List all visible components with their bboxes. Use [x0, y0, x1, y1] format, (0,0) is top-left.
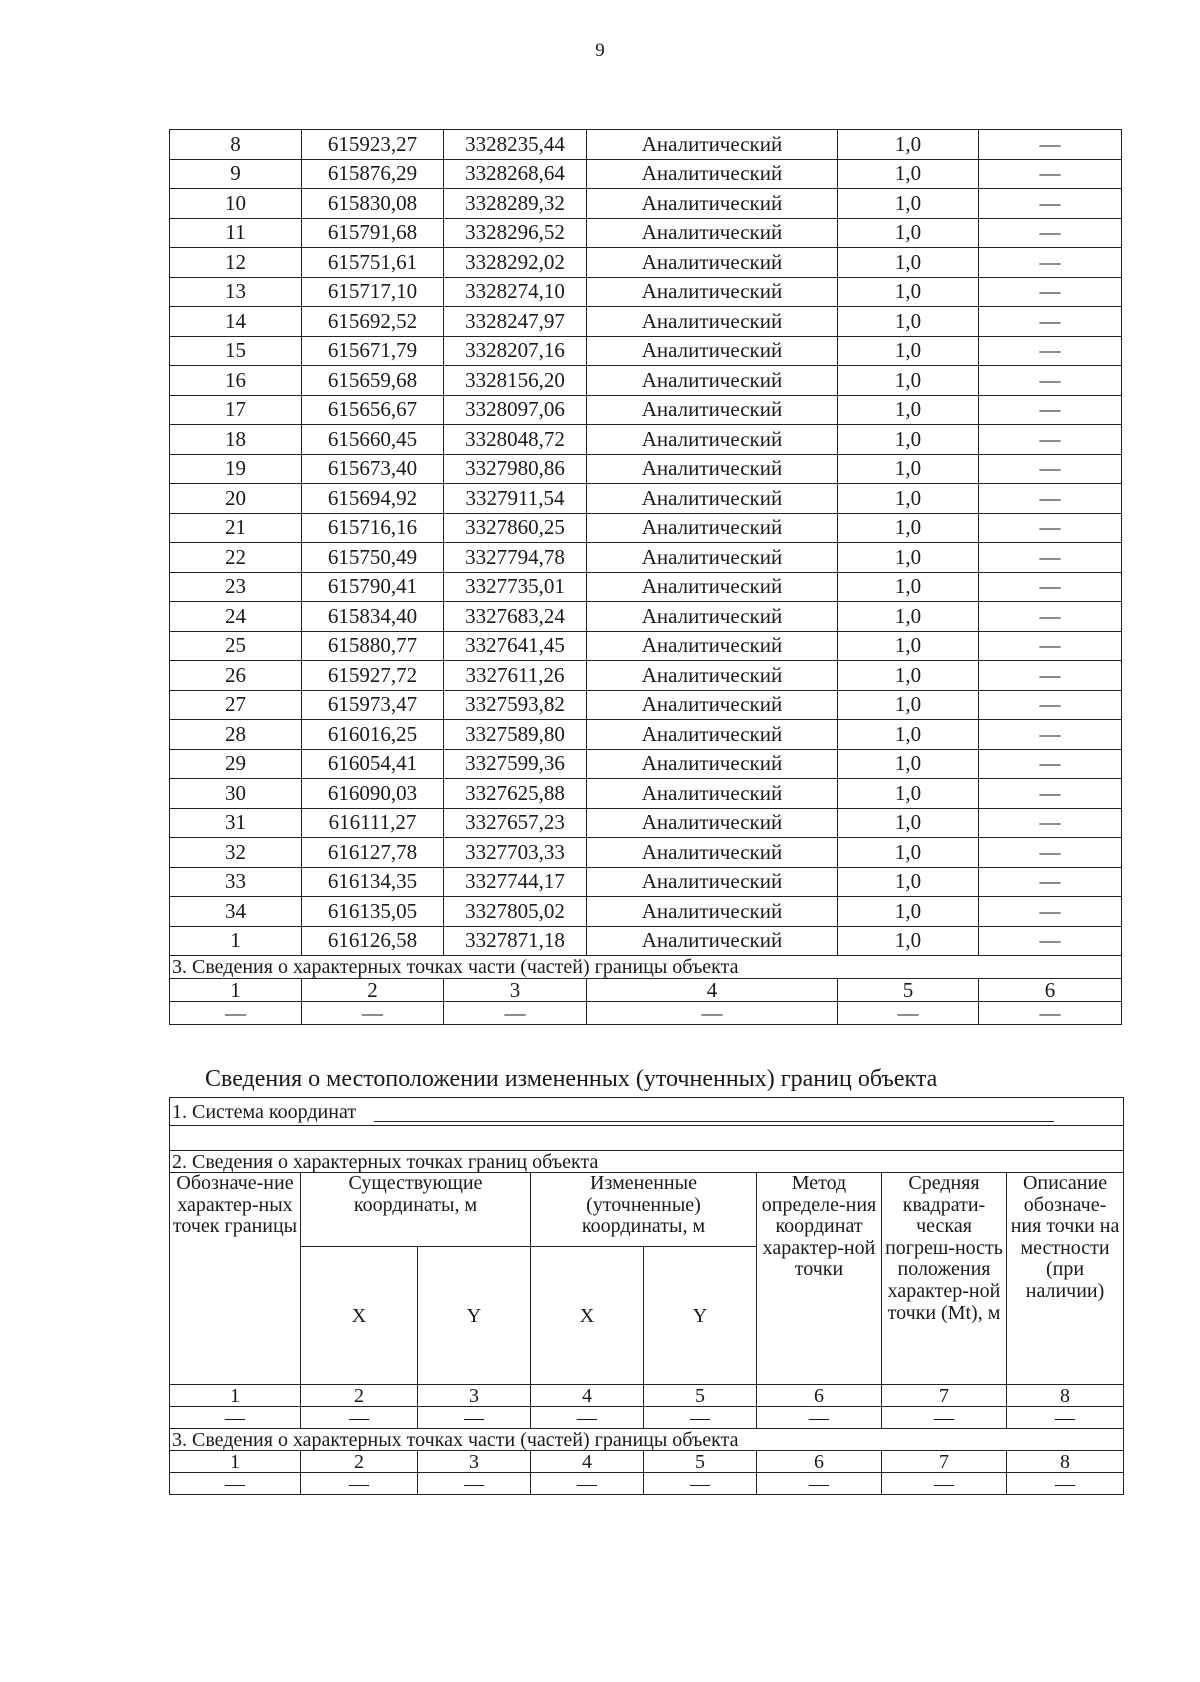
- dash-cell: —: [302, 1002, 444, 1025]
- description-cell: —: [979, 218, 1122, 248]
- point-number-cell: 20: [170, 484, 302, 514]
- header-accuracy: Средняя квадрати-ческая погреш-ность положения характер-ной точки (Mt), м: [882, 1173, 1007, 1385]
- accuracy-cell: 1,0: [838, 543, 979, 573]
- column-number-cell: 3: [444, 979, 587, 1002]
- description-cell: —: [979, 808, 1122, 838]
- point-number-cell: 34: [170, 897, 302, 927]
- parts-column-number-cell: 4: [531, 1451, 644, 1473]
- description-cell: —: [979, 779, 1122, 809]
- x-coord-cell: 615923,27: [302, 130, 444, 160]
- point-number-cell: 18: [170, 425, 302, 455]
- y-coord-cell: 3328097,06: [444, 395, 587, 425]
- y-coord-cell: 3328292,02: [444, 248, 587, 278]
- x-coord-cell: 615927,72: [302, 661, 444, 691]
- coord-system-row: [170, 1098, 1124, 1126]
- accuracy-cell: 1,0: [838, 749, 979, 779]
- parts-column-number-cell: 3: [418, 1451, 531, 1473]
- point-number-cell: 17: [170, 395, 302, 425]
- dash-cell: —: [444, 1002, 587, 1025]
- x-coord-cell: 616134,35: [302, 867, 444, 897]
- y-coord-cell: 3327911,54: [444, 484, 587, 514]
- description-cell: —: [979, 189, 1122, 219]
- y-coord-cell: 3327980,86: [444, 454, 587, 484]
- y-coord-cell: 3327641,45: [444, 631, 587, 661]
- table-row: [170, 454, 1122, 484]
- x-coord-cell: 615751,61: [302, 248, 444, 278]
- point-number-cell: 1: [170, 926, 302, 956]
- method-cell: Аналитический: [587, 720, 838, 750]
- column-number-cell: 4: [531, 1385, 644, 1407]
- y-coord-cell: 3327611,26: [444, 661, 587, 691]
- header-description: Описание обозначе-ния точки на местности (при наличии): [1007, 1173, 1124, 1385]
- description-cell: —: [979, 720, 1122, 750]
- parts-section-title: 3. Сведения о характерных точках части (частей) границы объекта: [170, 1429, 1124, 1451]
- dash-cell: —: [170, 1002, 302, 1025]
- header-existing-coords: Существующие координаты, м: [301, 1173, 531, 1247]
- method-cell: Аналитический: [587, 336, 838, 366]
- method-cell: Аналитический: [587, 366, 838, 396]
- y-coord-cell: 3327683,24: [444, 602, 587, 632]
- method-cell: Аналитический: [587, 779, 838, 809]
- table-row: [170, 484, 1122, 514]
- column-number-cell: 5: [644, 1385, 757, 1407]
- parts-column-number-cell: 1: [170, 1451, 301, 1473]
- point-number-cell: 21: [170, 513, 302, 543]
- accuracy-cell: 1,0: [838, 395, 979, 425]
- point-number-cell: 25: [170, 631, 302, 661]
- y-coord-cell: 3328048,72: [444, 425, 587, 455]
- table-row: [170, 277, 1122, 307]
- parts-column-number-cell: 6: [757, 1451, 882, 1473]
- accuracy-cell: 1,0: [838, 366, 979, 396]
- header-existing-y: Y: [418, 1247, 531, 1385]
- accuracy-cell: 1,0: [838, 307, 979, 337]
- points-section-title: 2. Сведения о характерных точках границ объекта: [170, 1151, 1124, 1173]
- point-number-cell: 24: [170, 602, 302, 632]
- accuracy-cell: 1,0: [838, 838, 979, 868]
- x-coord-cell: 616054,41: [302, 749, 444, 779]
- accuracy-cell: 1,0: [838, 189, 979, 219]
- point-number-cell: 31: [170, 808, 302, 838]
- point-number-cell: 32: [170, 838, 302, 868]
- x-coord-cell: 615791,68: [302, 218, 444, 248]
- description-cell: —: [979, 690, 1122, 720]
- table-row: [170, 513, 1122, 543]
- description-cell: —: [979, 543, 1122, 573]
- blank-row: [170, 1126, 1124, 1151]
- parts-dash-cell: —: [418, 1473, 531, 1495]
- x-coord-cell: 615834,40: [302, 602, 444, 632]
- description-cell: —: [979, 838, 1122, 868]
- header-designation: Обозначе-ние характер-ных точек границы: [170, 1173, 301, 1385]
- parts-dash-cell: —: [757, 1473, 882, 1495]
- y-coord-cell: 3327703,33: [444, 838, 587, 868]
- table-row: [170, 130, 1122, 160]
- table-row: [170, 248, 1122, 278]
- accuracy-cell: 1,0: [838, 808, 979, 838]
- y-coord-cell: 3328156,20: [444, 366, 587, 396]
- point-number-cell: 19: [170, 454, 302, 484]
- dash-cell: —: [170, 1407, 301, 1429]
- description-cell: —: [979, 336, 1122, 366]
- method-cell: Аналитический: [587, 277, 838, 307]
- point-number-cell: 16: [170, 366, 302, 396]
- dash-cell: —: [979, 1002, 1122, 1025]
- method-cell: Аналитический: [587, 602, 838, 632]
- parts-column-number-cell: 2: [301, 1451, 418, 1473]
- column-number-row: [170, 1385, 1124, 1407]
- description-cell: —: [979, 631, 1122, 661]
- accuracy-cell: 1,0: [838, 159, 979, 189]
- accuracy-cell: 1,0: [838, 218, 979, 248]
- description-cell: —: [979, 661, 1122, 691]
- accuracy-cell: 1,0: [838, 926, 979, 956]
- parts-column-number-cell: 8: [1007, 1451, 1124, 1473]
- method-cell: Аналитический: [587, 897, 838, 927]
- accuracy-cell: 1,0: [838, 602, 979, 632]
- point-number-cell: 22: [170, 543, 302, 573]
- point-number-cell: 23: [170, 572, 302, 602]
- x-coord-cell: 615830,08: [302, 189, 444, 219]
- method-cell: Аналитический: [587, 425, 838, 455]
- point-number-cell: 29: [170, 749, 302, 779]
- y-coord-cell: 3327871,18: [444, 926, 587, 956]
- description-cell: —: [979, 572, 1122, 602]
- parts-dash-cell: —: [644, 1473, 757, 1495]
- point-number-cell: 26: [170, 661, 302, 691]
- header-method: Метод определе-ния координат характер-ной точки: [757, 1173, 882, 1385]
- description-cell: —: [979, 513, 1122, 543]
- method-cell: Аналитический: [587, 749, 838, 779]
- x-coord-cell: 615692,52: [302, 307, 444, 337]
- point-number-cell: 11: [170, 218, 302, 248]
- method-cell: Аналитический: [587, 661, 838, 691]
- table-row: [170, 779, 1122, 809]
- accuracy-cell: 1,0: [838, 690, 979, 720]
- parts-column-number-cell: 5: [644, 1451, 757, 1473]
- parts-section-title: 3. Сведения о характерных точках части (частей) границы объекта: [170, 956, 1122, 979]
- table-row: [170, 926, 1122, 956]
- point-number-cell: 28: [170, 720, 302, 750]
- dash-row: [170, 1407, 1124, 1429]
- method-cell: Аналитический: [587, 513, 838, 543]
- description-cell: —: [979, 897, 1122, 927]
- dash-cell: —: [644, 1407, 757, 1429]
- table-row: [170, 218, 1122, 248]
- column-number-cell: 1: [170, 1385, 301, 1407]
- point-number-cell: 12: [170, 248, 302, 278]
- dash-cell: —: [587, 1002, 838, 1025]
- method-cell: Аналитический: [587, 543, 838, 573]
- y-coord-cell: 3327860,25: [444, 513, 587, 543]
- changed-boundaries-table: [169, 1097, 1124, 1495]
- dash-cell: —: [838, 1002, 979, 1025]
- y-coord-cell: 3328289,32: [444, 189, 587, 219]
- boundary-points-table: [169, 129, 1122, 1025]
- table-row: [170, 425, 1122, 455]
- y-coord-cell: 3328274,10: [444, 277, 587, 307]
- y-coord-cell: 3327805,02: [444, 897, 587, 927]
- column-number-cell: 2: [302, 979, 444, 1002]
- x-coord-cell: 615659,68: [302, 366, 444, 396]
- parts-dash-cell: —: [170, 1473, 301, 1495]
- parts-section-row: [170, 956, 1122, 979]
- accuracy-cell: 1,0: [838, 425, 979, 455]
- x-coord-cell: 615876,29: [302, 159, 444, 189]
- parts-column-number-row: [170, 1451, 1124, 1473]
- accuracy-cell: 1,0: [838, 454, 979, 484]
- column-number-cell: 1: [170, 979, 302, 1002]
- y-coord-cell: 3327593,82: [444, 690, 587, 720]
- accuracy-cell: 1,0: [838, 897, 979, 927]
- point-number-cell: 27: [170, 690, 302, 720]
- header-changed-coords: Измененные (уточненные) координаты, м: [531, 1173, 757, 1247]
- description-cell: —: [979, 454, 1122, 484]
- table-row: [170, 631, 1122, 661]
- description-cell: —: [979, 248, 1122, 278]
- method-cell: Аналитический: [587, 808, 838, 838]
- point-number-cell: 10: [170, 189, 302, 219]
- empty-values-row: [170, 1002, 1122, 1025]
- point-number-cell: 8: [170, 130, 302, 160]
- column-number-cell: 6: [757, 1385, 882, 1407]
- table-row: [170, 366, 1122, 396]
- y-coord-cell: 3327657,23: [444, 808, 587, 838]
- x-coord-cell: 615660,45: [302, 425, 444, 455]
- table-row: [170, 159, 1122, 189]
- x-coord-cell: 615656,67: [302, 395, 444, 425]
- x-coord-cell: 616126,58: [302, 926, 444, 956]
- description-cell: —: [979, 867, 1122, 897]
- point-number-cell: 14: [170, 307, 302, 337]
- accuracy-cell: 1,0: [838, 336, 979, 366]
- table-row: [170, 808, 1122, 838]
- method-cell: Аналитический: [587, 248, 838, 278]
- x-coord-cell: 616135,05: [302, 897, 444, 927]
- parts-dash-row: [170, 1473, 1124, 1495]
- method-cell: Аналитический: [587, 395, 838, 425]
- y-coord-cell: 3327625,88: [444, 779, 587, 809]
- y-coord-cell: 3327794,78: [444, 543, 587, 573]
- table-row: [170, 572, 1122, 602]
- table-row: [170, 897, 1122, 927]
- x-coord-cell: 615694,92: [302, 484, 444, 514]
- method-cell: Аналитический: [587, 218, 838, 248]
- method-cell: Аналитический: [587, 867, 838, 897]
- accuracy-cell: 1,0: [838, 513, 979, 543]
- y-coord-cell: 3327599,36: [444, 749, 587, 779]
- x-coord-cell: 615973,47: [302, 690, 444, 720]
- x-coord-cell: 616016,25: [302, 720, 444, 750]
- x-coord-cell: 616090,03: [302, 779, 444, 809]
- x-coord-cell: 616111,27: [302, 808, 444, 838]
- dash-cell: —: [418, 1407, 531, 1429]
- column-number-cell: 2: [301, 1385, 418, 1407]
- x-coord-cell: 615716,16: [302, 513, 444, 543]
- accuracy-cell: 1,0: [838, 248, 979, 278]
- column-number-cell: 5: [838, 979, 979, 1002]
- method-cell: Аналитический: [587, 690, 838, 720]
- section-title: Сведения о местоположении измененных (уточненных) границ объекта: [205, 1066, 938, 1092]
- description-cell: —: [979, 484, 1122, 514]
- column-number-cell: 7: [882, 1385, 1007, 1407]
- x-coord-cell: 615671,79: [302, 336, 444, 366]
- point-number-cell: 15: [170, 336, 302, 366]
- method-cell: Аналитический: [587, 484, 838, 514]
- method-cell: Аналитический: [587, 307, 838, 337]
- description-cell: —: [979, 425, 1122, 455]
- y-coord-cell: 3328207,16: [444, 336, 587, 366]
- dash-cell: —: [531, 1407, 644, 1429]
- description-cell: —: [979, 366, 1122, 396]
- method-cell: Аналитический: [587, 454, 838, 484]
- parts-dash-cell: —: [301, 1473, 418, 1495]
- point-number-cell: 33: [170, 867, 302, 897]
- header-changed-y: Y: [644, 1247, 757, 1385]
- y-coord-cell: 3328296,52: [444, 218, 587, 248]
- x-coord-cell: 616127,78: [302, 838, 444, 868]
- column-number-cell: 3: [418, 1385, 531, 1407]
- dash-cell: —: [1007, 1407, 1124, 1429]
- table-row: [170, 749, 1122, 779]
- method-cell: Аналитический: [587, 838, 838, 868]
- accuracy-cell: 1,0: [838, 779, 979, 809]
- description-cell: —: [979, 395, 1122, 425]
- description-cell: —: [979, 926, 1122, 956]
- accuracy-cell: 1,0: [838, 867, 979, 897]
- accuracy-cell: 1,0: [838, 277, 979, 307]
- table-row: [170, 395, 1122, 425]
- x-coord-cell: 615750,49: [302, 543, 444, 573]
- method-cell: Аналитический: [587, 926, 838, 956]
- accuracy-cell: 1,0: [838, 484, 979, 514]
- column-number-cell: 8: [1007, 1385, 1124, 1407]
- dash-cell: —: [757, 1407, 882, 1429]
- column-numbers-row: [170, 979, 1122, 1002]
- y-coord-cell: 3328268,64: [444, 159, 587, 189]
- header-existing-x: X: [301, 1247, 418, 1385]
- x-coord-cell: 615717,10: [302, 277, 444, 307]
- coord-system-label: 1. Система координат: [172, 1100, 357, 1123]
- column-number-cell: 4: [587, 979, 838, 1002]
- table-row: [170, 690, 1122, 720]
- description-cell: —: [979, 307, 1122, 337]
- accuracy-cell: 1,0: [838, 661, 979, 691]
- y-coord-cell: 3328247,97: [444, 307, 587, 337]
- table-row: [170, 336, 1122, 366]
- x-coord-cell: 615880,77: [302, 631, 444, 661]
- description-cell: —: [979, 749, 1122, 779]
- table-row: [170, 838, 1122, 868]
- y-coord-cell: 3328235,44: [444, 130, 587, 160]
- y-coord-cell: 3327589,80: [444, 720, 587, 750]
- table-row: [170, 307, 1122, 337]
- dash-cell: —: [882, 1407, 1007, 1429]
- dash-cell: —: [301, 1407, 418, 1429]
- x-coord-cell: 615673,40: [302, 454, 444, 484]
- description-cell: —: [979, 159, 1122, 189]
- accuracy-cell: 1,0: [838, 720, 979, 750]
- coord-system-blank: [374, 1107, 1054, 1122]
- parts-dash-cell: —: [882, 1473, 1007, 1495]
- description-cell: —: [979, 130, 1122, 160]
- table-row: [170, 661, 1122, 691]
- table-row: [170, 189, 1122, 219]
- table-row: [170, 602, 1122, 632]
- point-number-cell: 9: [170, 159, 302, 189]
- accuracy-cell: 1,0: [838, 572, 979, 602]
- method-cell: Аналитический: [587, 189, 838, 219]
- description-cell: —: [979, 277, 1122, 307]
- description-cell: —: [979, 602, 1122, 632]
- x-coord-cell: 615790,41: [302, 572, 444, 602]
- accuracy-cell: 1,0: [838, 631, 979, 661]
- table-row: [170, 867, 1122, 897]
- method-cell: Аналитический: [587, 631, 838, 661]
- column-number-cell: 6: [979, 979, 1122, 1002]
- point-number-cell: 13: [170, 277, 302, 307]
- parts-dash-cell: —: [1007, 1473, 1124, 1495]
- method-cell: Аналитический: [587, 572, 838, 602]
- y-coord-cell: 3327735,01: [444, 572, 587, 602]
- table-row: [170, 543, 1122, 573]
- method-cell: Аналитический: [587, 130, 838, 160]
- accuracy-cell: 1,0: [838, 130, 979, 160]
- parts-column-number-cell: 7: [882, 1451, 1007, 1473]
- parts-dash-cell: —: [531, 1473, 644, 1495]
- page-number: 9: [595, 40, 605, 61]
- header-changed-x: X: [531, 1247, 644, 1385]
- table-row: [170, 720, 1122, 750]
- point-number-cell: 30: [170, 779, 302, 809]
- y-coord-cell: 3327744,17: [444, 867, 587, 897]
- method-cell: Аналитический: [587, 159, 838, 189]
